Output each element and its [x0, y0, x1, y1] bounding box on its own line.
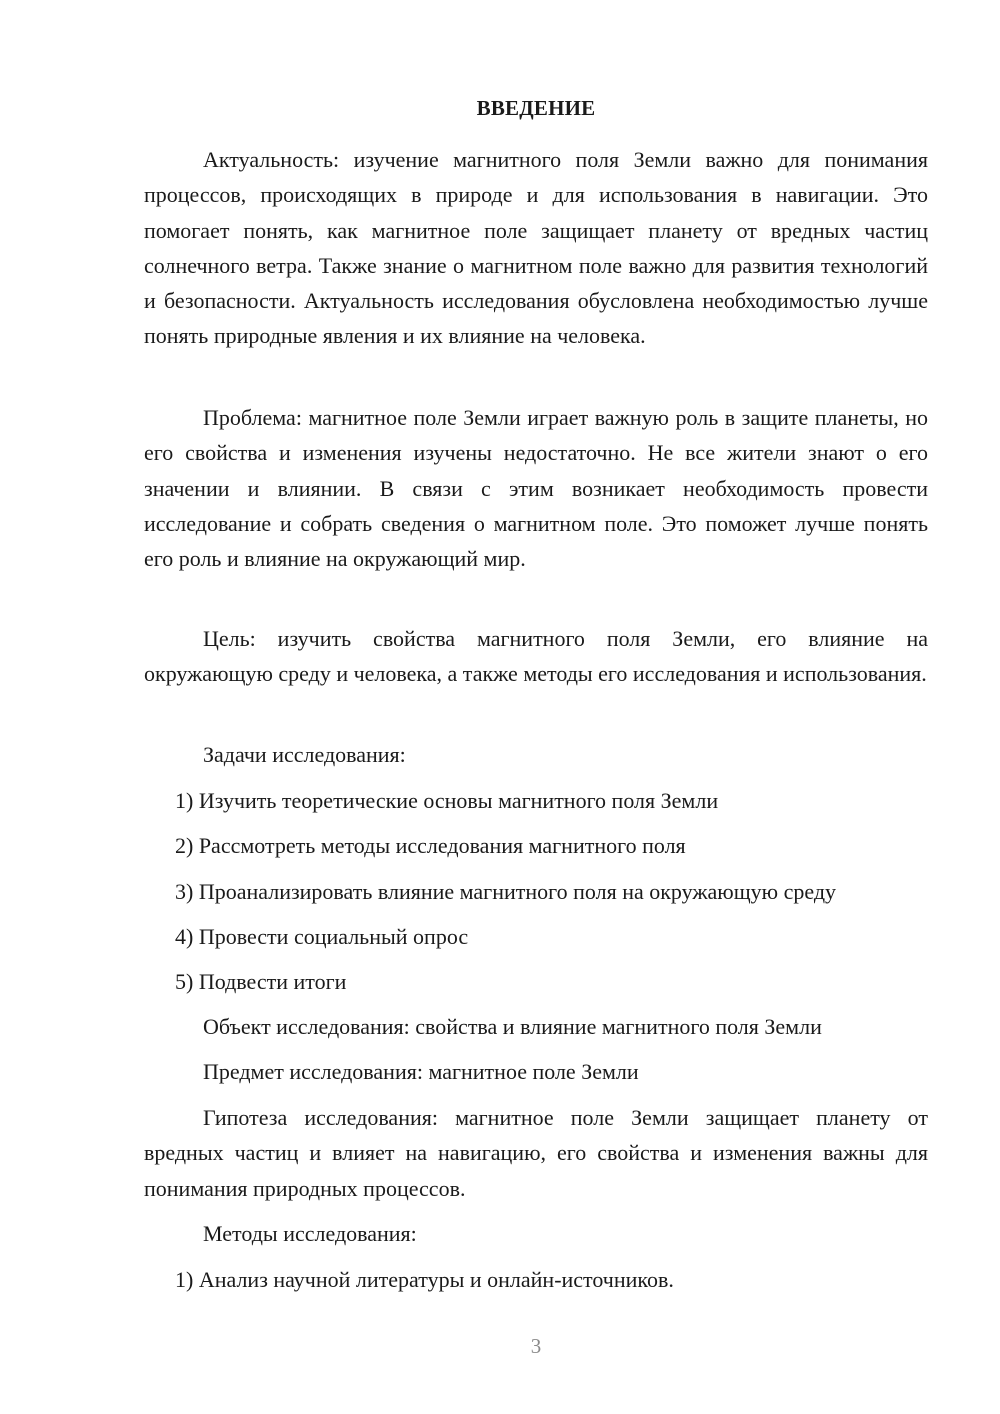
goal-paragraph: Цель: изучить свойства магнитного поля Земли, его влияние на окружающую среду и человека, а также методы его исследования и использования. [144, 626, 928, 687]
hypothesis-paragraph: Гипотеза исследования: магнитное поле Земли защищает планету от вредных частиц и влияет на навигацию, его свойства и изменения важны для понимания природных процессов. [144, 1105, 928, 1201]
relevance-paragraph: Актуальность: изучение магнитного поля Земли важно для понимания процессов, происходящих в природе и для использования в навигации. Это помогает понять, как магнитное поле защищает планету от вредных частиц солнечного ветра. Также знание о магнитном поле важно для развития технологий и безопасности. Актуальность исследования обусловлена необходимостью лучше понять природные явления и их влияние на человека. [144, 147, 928, 349]
methods-heading: Методы исследования: [203, 1221, 417, 1246]
research-object: Объект исследования: свойства и влияние магнитного поля Земли [203, 1014, 822, 1039]
method-item-1: 1) Анализ научной литературы и онлайн-источников. [175, 1267, 674, 1292]
research-subject: Предмет исследования: магнитное поле Земли [203, 1059, 639, 1084]
tasks-heading: Задачи исследования: [203, 742, 406, 767]
section-heading: ВВЕДЕНИЕ [476, 96, 596, 120]
task-item-1: 1) Изучить теоретические основы магнитного поля Земли [175, 788, 719, 813]
task-item-4: 4) Провести социальный опрос [175, 924, 469, 949]
task-item-3: 3) Проанализировать влияние магнитного поля на окружающую среду [175, 879, 837, 904]
task-item-5: 5) Подвести итоги [175, 969, 347, 994]
page-number: 3 [530, 1334, 542, 1358]
task-item-2: 2) Рассмотреть методы исследования магнитного поля [175, 833, 686, 858]
problem-paragraph: Проблема: магнитное поле Земли играет важную роль в защите планеты, но его свойства и изменения изучены недостаточно. Не все жители знают о его значении и влиянии. В связи с этим возникает необходимость провести исследование и собрать сведения о магнитном поле. Это поможет лучше понять его роль и влияние на окружающий мир. [144, 405, 928, 572]
